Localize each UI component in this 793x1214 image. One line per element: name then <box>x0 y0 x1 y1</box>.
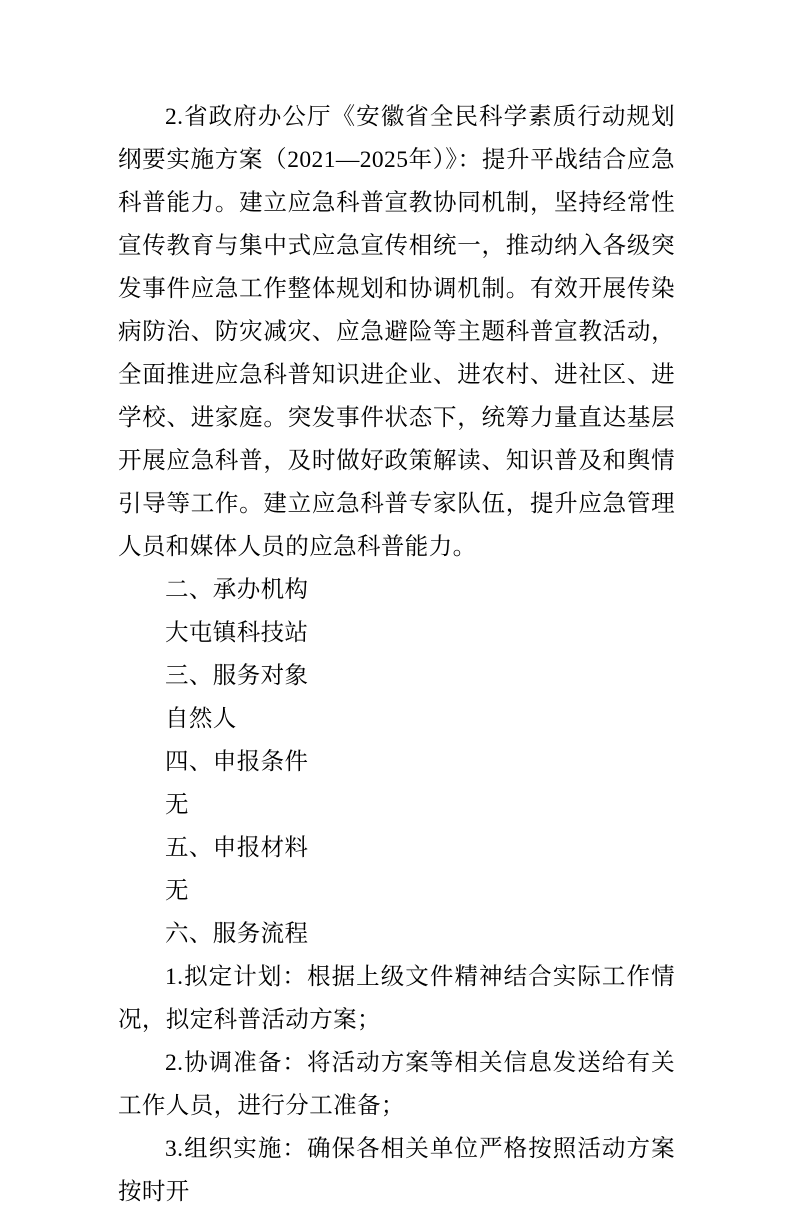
heading-section-3: 三、服务对象 <box>165 663 309 689</box>
heading-section-4: 四、申报条件 <box>165 749 309 775</box>
process-step-2: 2.协调准备：将活动方案等相关信息发送给有关工作人员，进行分工准备； <box>118 1050 675 1119</box>
process-step-1: 1.拟定计划：根据上级文件精神结合实际工作情况，拟定科普活动方案； <box>118 964 675 1033</box>
heading-section-6: 六、服务流程 <box>165 921 309 947</box>
heading-section-5: 五、申报材料 <box>165 835 309 861</box>
content-section-4: 无 <box>165 792 189 818</box>
heading-section-2: 二、承办机构 <box>165 577 309 603</box>
document-body <box>118 96 675 1214</box>
content-section-3: 自然人 <box>165 706 237 732</box>
process-step-3: 3.组织实施：确保各相关单位严格按照活动方案按时开 <box>118 1136 675 1205</box>
content-section-5: 无 <box>165 878 189 904</box>
paragraph-policy-2: 2.省政府办公厅《安徽省全民科学素质行动规划纲要实施方案（2021—2025年）》：提升平战结合应急科普能力。建立应急科普宣教协同机制，坚持经常性宣传教育与集中式应急宣传相统一，推动纳入各级突发事件应急工作整体规划和协调机制。有效开展传染病防治、防灾减灾、应急避险等主题科普宣教活动，全面推进应急科普知识进企业、进农村、进社区、进学校、进家庭。突发事件状态下，统筹力量直达基层开展应急科普，及时做好政策解读、知识普及和舆情引导等工作。建立应急科普专家队伍，提升应急管理人员和媒体人员的应急科普能力。 <box>118 104 675 560</box>
content-section-2: 大屯镇科技站 <box>165 620 309 646</box>
